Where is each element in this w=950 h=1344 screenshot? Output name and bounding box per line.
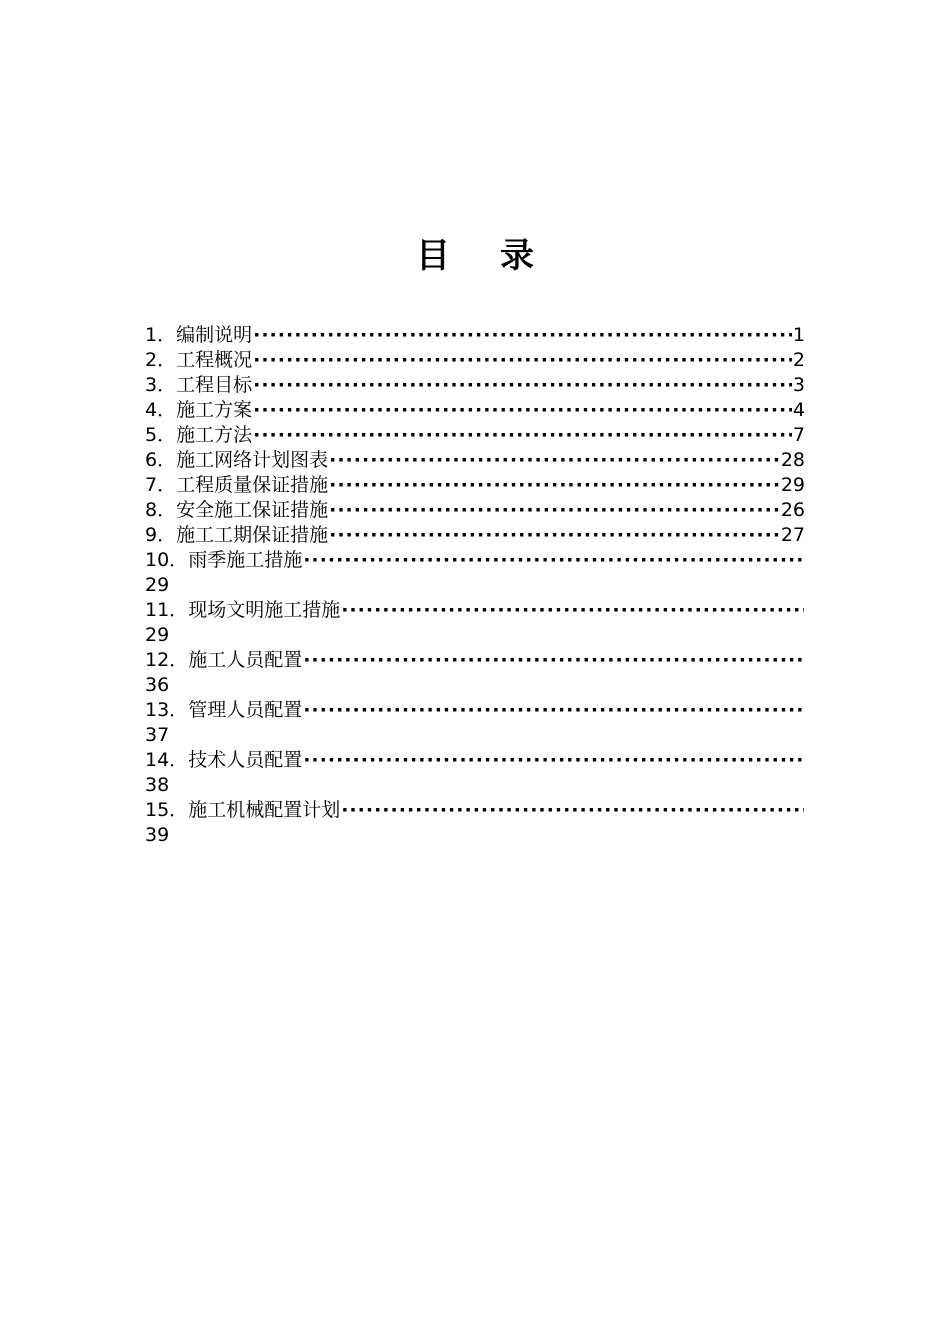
toc-entry-title: 雨季施工措施 [188, 549, 303, 571]
toc-leader-dots [303, 748, 804, 773]
toc-entry-number: 10． [145, 549, 189, 571]
toc-leader-dots [329, 448, 780, 473]
toc-entry-10[interactable] [145, 548, 805, 598]
toc-leader-dots [253, 323, 792, 348]
page-title [0, 228, 950, 277]
toc-entry-page: 7 [792, 424, 805, 446]
toc-entry-6[interactable] [145, 448, 805, 473]
toc-entry-4[interactable] [145, 398, 805, 423]
toc-leader-dots [329, 523, 780, 548]
toc-entry-title: 施工方法 [176, 424, 253, 446]
page-title-char-2: 录 [500, 236, 534, 276]
toc-entry-number: 15． [145, 799, 189, 821]
toc-entry-page: 29 [780, 474, 805, 496]
toc-leader-dots [303, 648, 804, 673]
toc-entry-title: 技术人员配置 [188, 749, 303, 771]
toc-entry-number: 2． [145, 349, 177, 371]
toc-entry-page: 28 [780, 449, 805, 471]
toc-entry-page: 1 [792, 324, 805, 346]
toc-entry-1[interactable] [145, 323, 805, 348]
toc-entry-title: 安全施工保证措施 [176, 499, 329, 521]
toc-entry-13[interactable] [145, 698, 805, 748]
page-title-char-1: 目 [416, 236, 450, 276]
toc-leader-dots [253, 348, 792, 373]
toc-entry-page: 29 [145, 624, 170, 646]
table-of-contents [145, 323, 805, 848]
toc-entry-title: 现场文明施工措施 [188, 599, 341, 621]
toc-entry-number: 3． [145, 374, 177, 396]
toc-leader-dots [253, 398, 792, 423]
toc-entry-number: 4． [145, 399, 177, 421]
toc-entry-2[interactable] [145, 348, 805, 373]
toc-entry-number: 12． [145, 649, 189, 671]
toc-entry-number: 11． [145, 599, 189, 621]
toc-entry-number: 5． [145, 424, 177, 446]
toc-entry-title: 管理人员配置 [188, 699, 303, 721]
toc-entry-page: 39 [145, 824, 170, 846]
toc-entry-5[interactable] [145, 423, 805, 448]
toc-entry-title: 编制说明 [176, 324, 253, 346]
toc-entry-title: 施工方案 [176, 399, 253, 421]
toc-entry-page: 26 [780, 499, 805, 521]
toc-entry-page: 4 [792, 399, 805, 421]
toc-entry-number: 13． [145, 699, 189, 721]
toc-entry-page: 27 [780, 524, 805, 546]
toc-entry-3[interactable] [145, 373, 805, 398]
toc-entry-page: 2 [792, 349, 805, 371]
toc-entry-12[interactable] [145, 648, 805, 698]
toc-entry-page: 3 [792, 374, 805, 396]
toc-leader-dots [329, 473, 780, 498]
toc-entry-number: 6． [145, 449, 177, 471]
toc-entry-title: 工程目标 [176, 374, 253, 396]
toc-leader-dots [341, 598, 804, 623]
toc-entry-9[interactable] [145, 523, 805, 548]
toc-leader-dots [303, 548, 804, 573]
toc-entry-page: 36 [145, 674, 170, 696]
toc-entry-8[interactable] [145, 498, 805, 523]
toc-entry-number: 7． [145, 474, 177, 496]
toc-leader-dots [253, 423, 792, 448]
toc-entry-title: 工程概况 [176, 349, 253, 371]
toc-entry-number: 1． [145, 324, 177, 346]
toc-leader-dots [329, 498, 780, 523]
toc-entry-11[interactable] [145, 598, 805, 648]
toc-entry-page: 38 [145, 774, 170, 796]
toc-leader-dots [253, 373, 792, 398]
toc-entry-number: 9． [145, 524, 177, 546]
toc-leader-dots [303, 698, 804, 723]
toc-entry-title: 工程质量保证措施 [176, 474, 329, 496]
toc-entry-number: 8． [145, 499, 177, 521]
toc-entry-number: 14． [145, 749, 189, 771]
toc-entry-14[interactable] [145, 748, 805, 798]
toc-entry-title: 施工工期保证措施 [176, 524, 329, 546]
toc-entry-7[interactable] [145, 473, 805, 498]
toc-entry-page: 37 [145, 724, 170, 746]
toc-entry-title: 施工网络计划图表 [176, 449, 329, 471]
toc-entry-page: 29 [145, 574, 170, 596]
toc-entry-15[interactable] [145, 798, 805, 848]
toc-entry-title: 施工人员配置 [188, 649, 303, 671]
toc-leader-dots [341, 798, 804, 823]
toc-entry-title: 施工机械配置计划 [188, 799, 341, 821]
